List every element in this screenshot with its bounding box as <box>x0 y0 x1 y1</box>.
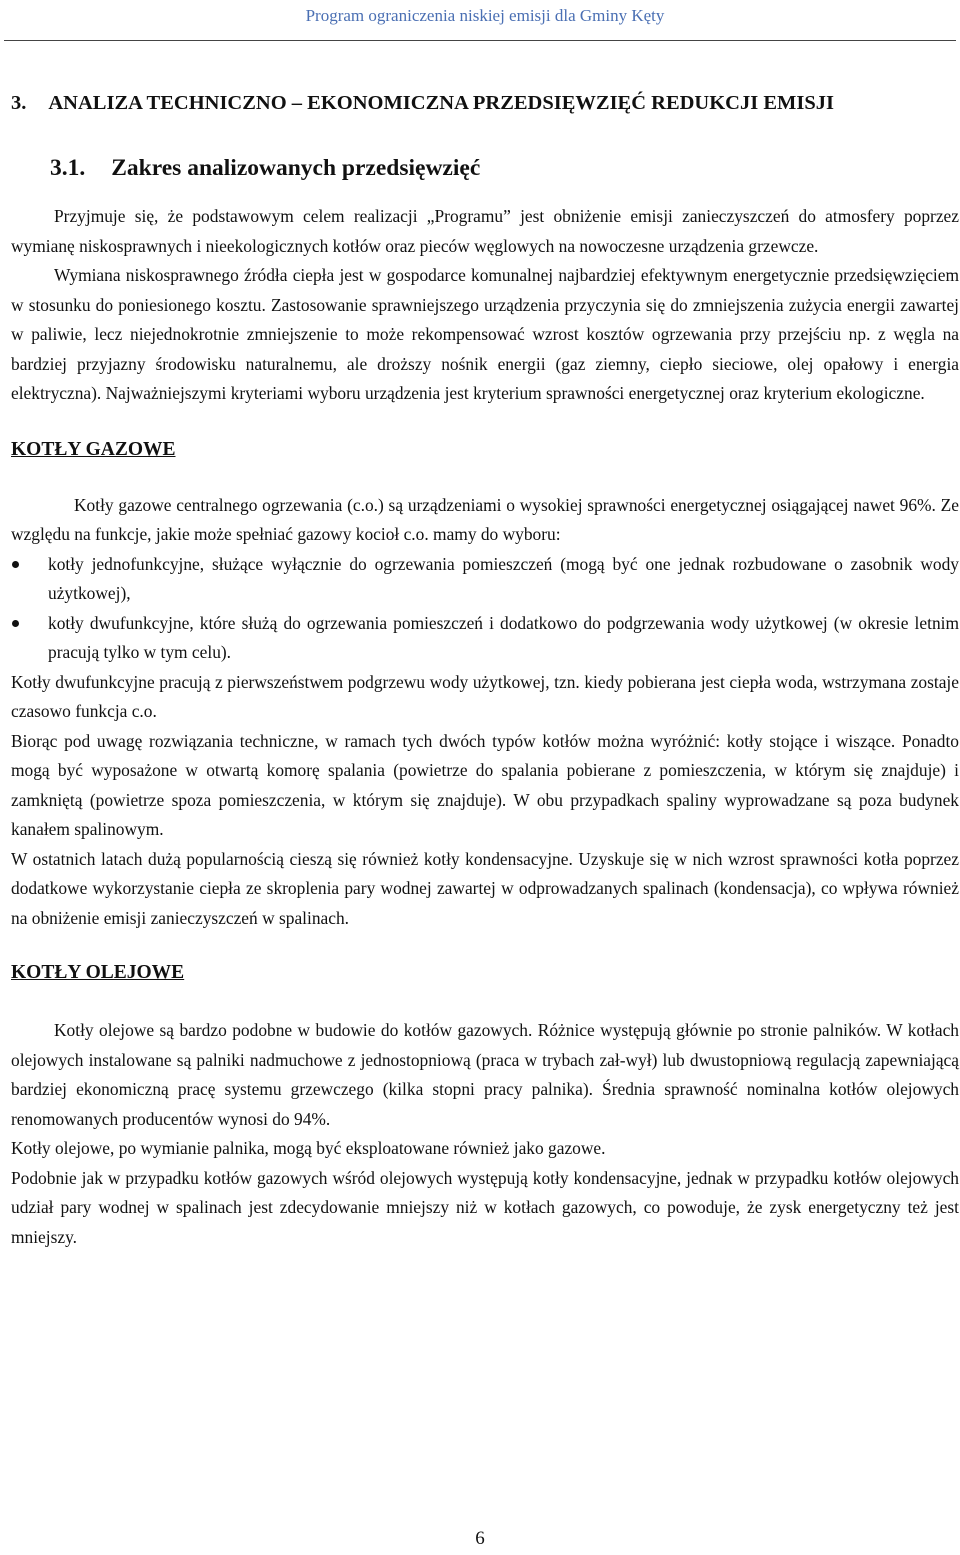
section-title: Zakres analizowanych przedsięwzięć <box>111 155 481 181</box>
gas-boilers-lead: Kotły gazowe centralnego ogrzewania (c.o.) są urządzeniami o wysokiej sprawności energetycznej osiągającej nawet 96%. Ze względu na funkcje, jakie może spełniać gazowy kocioł c.o. mamy do wyboru: <box>11 494 959 544</box>
chapter-title: ANALIZA TECHNICZNO – EKONOMICZNA PRZEDSIĘWZIĘĆ REDUKCJI EMISJI <box>48 92 834 114</box>
list-item <box>11 609 959 668</box>
section-number: 3.1. <box>50 155 86 181</box>
oil-boilers-paragraph: Podobnie jak w przypadku kotłów gazowych wśród olejowych występują kotły kondensacyjne, jednak w przypadku kotłów olejowych udział pary wodnej w spalinach jest zdecydowanie mniejszy niż w kotłach gazowych, co powoduje, że zysk energetyczny też jest mniejszy. <box>11 1167 959 1247</box>
page-number: 6 <box>475 1528 485 1549</box>
oil-boilers-paragraph: Kotły olejowe, po wymianie palnika, mogą być eksploatowane również jako gazowe. <box>11 1138 606 1158</box>
intro-paragraph: Przyjmuje się, że podstawowym celem realizacji „Programu” jest obniżenie emisji zanieczyszczeń do atmosfery poprzez wymianę niskosprawnych i nieekologicznych kotłów oraz pieców węglowych na nowoczesne urządzenia grzewcze. <box>11 206 959 256</box>
gas-boilers-paragraph: Kotły dwufunkcyjne pracują z pierwszeństwem podgrzewu wody użytkowej, tzn. kiedy pobierana jest ciepła woda, wstrzymana zostaje czasowo funkcja c.o. <box>11 671 959 721</box>
running-header: Program ograniczenia niskiej emisji dla Gminy Kęty <box>305 6 665 25</box>
section-heading <box>50 153 959 183</box>
intro-paragraph: Wymiana niskosprawnego źródła ciepła jest w gospodarce komunalnej najbardziej efektywnym energetycznie przedsięwzięciem w stosunku do poniesionego kosztu. Zastosowanie sprawniejszego urządzenia przyczynia się do zmniejszenia zużycia energii zawartej w paliwie, lecz niejednokrotnie zmniejszenie to może rekompensować wzrost kosztów ogrzewania przy przejściu np. z węgla na bardziej przyjazny środowisku naturalnemu, ale droższy nośnik energii (gaz ziemny, ciepło sieciowe, olej opałowy i energia elektryczna). Najważniejszymi kryteriami wyboru urządzenia jest kryterium sprawności energetycznej oraz kryterium ekologiczne. <box>11 265 959 403</box>
oil-boilers-lead: Kotły olejowe są bardzo podobne w budowie do kotłów gazowych. Różnice występują głównie po stronie palników. W kotłach olejowych instalowane są palniki nadmuchowe z jednostopniową (praca w trybach zał-wył) lub dwustopniową regulacją zapewniającą bardziej ekonomiczną pracę systemu grzewczego (kilka stopni pracy palnika). Średnia sprawność nominalna kotłów olejowych renomowanych producentów wynosi do 94%. <box>11 1020 959 1129</box>
bullet-icon <box>12 620 19 627</box>
gas-boilers-paragraph: Biorąc pod uwagę rozwiązania techniczne, w ramach tych dwóch typów kotłów można wyróżnić: kotły stojące i wiszące. Ponadto mogą być wyposażone w otwartą komorę spalania (powietrze do spalania pobierane z pomieszczenia, w którym się znajduje) i zamkniętą (powietrze spoza pomieszczenia, w którym się znajduje). W obu przypadkach spaliny wyprowadzane są poza budynek kanałem spalinowym. <box>11 730 959 839</box>
chapter-number: 3. <box>11 92 27 114</box>
list-item-text: kotły dwufunkcyjne, które służą do ogrzewania pomieszczeń i dodatkowo do podgrzewania wody użytkowej (w okresie letnim pracują tylko w tym celu). <box>48 612 959 662</box>
gas-boilers-heading: KOTŁY GAZOWE <box>11 438 176 460</box>
bullet-icon <box>12 561 19 568</box>
chapter-heading <box>11 90 959 116</box>
list-item <box>11 550 959 609</box>
gas-boilers-paragraph: W ostatnich latach dużą popularnością cieszą się również kotły kondensacyjne. Uzyskuje się w nich wzrost sprawności kotła poprzez dodatkowe wykorzystanie ciepła ze skroplenia pary wodnej zawartej w odprowadzanych spalinach (kondensacja), co wpływa również na obniżenie emisji zanieczyszczeń w spalinach. <box>11 848 959 928</box>
gas-boilers-list <box>11 550 959 668</box>
list-item-text: kotły jednofunkcyjne, służące wyłącznie do ogrzewania pomieszczeń (mogą być one jednak rozbudowane o zasobnik wody użytkowej), <box>48 553 959 603</box>
header-rule <box>4 40 956 41</box>
oil-boilers-heading: KOTŁY OLEJOWE <box>11 962 185 983</box>
